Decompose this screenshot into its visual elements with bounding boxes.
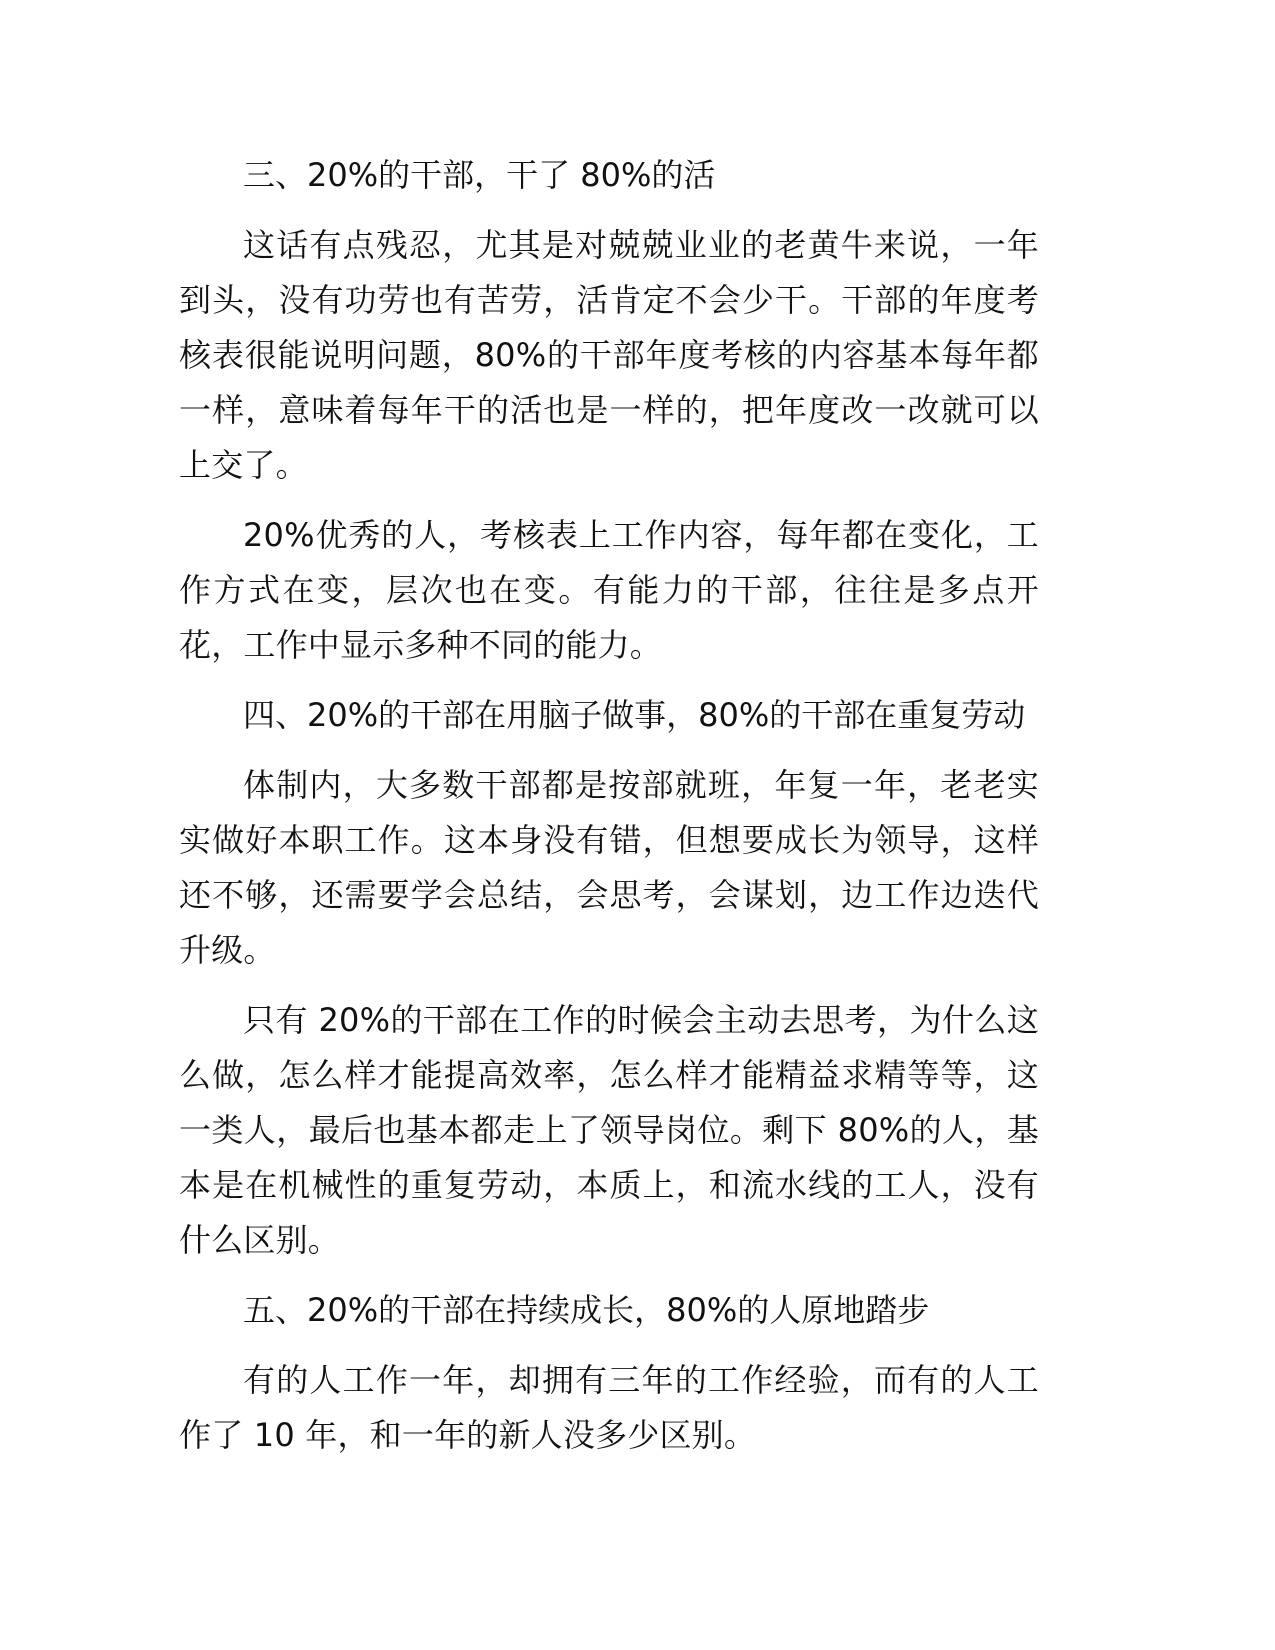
section-heading-3: 三、20%的干部，干了 80%的活: [243, 156, 716, 194]
paragraph-4: 只有 20%的干部在工作的时候会主动去思考，为什么这么做，怎么样才能提高效率，怎么样才能精益求精等等，这一类人，最后也基本都走上了领导岗位。剩下 80%的人，基本是在机械性的重复劳动，本质上，和流水线的工人，没有什么区别。: [179, 1001, 1039, 1259]
section-heading-4: 四、20%的干部在用脑子做事，80%的干部在重复劳动: [243, 696, 1026, 734]
paragraph-1: 这话有点残忍，尤其是对兢兢业业的老黄牛来说，一年到头，没有功劳也有苦劳，活肯定不会少干。干部的年度考核表很能说明问题，80%的干部年度考核的内容基本每年都一样，意味着每年干的活也是一样的，把年度改一改就可以上交了。: [179, 226, 1039, 484]
document-page: [179, 148, 1039, 1478]
paragraph-5: 有的人工作一年，却拥有三年的工作经验，而有的人工作了 10 年，和一年的新人没多少区别。: [179, 1361, 1039, 1454]
section-heading-5: 五、20%的干部在持续成长，80%的人原地踏步: [243, 1291, 930, 1329]
paragraph-3: 体制内，大多数干部都是按部就班，年复一年，老老实实做好本职工作。这本身没有错，但想要成长为领导，这样还不够，还需要学会总结，会思考，会谋划，边工作边迭代升级。: [179, 766, 1039, 969]
paragraph-2: 20%优秀的人，考核表上工作内容，每年都在变化，工作方式在变，层次也在变。有能力的干部，往往是多点开花，工作中显示多种不同的能力。: [179, 516, 1039, 664]
